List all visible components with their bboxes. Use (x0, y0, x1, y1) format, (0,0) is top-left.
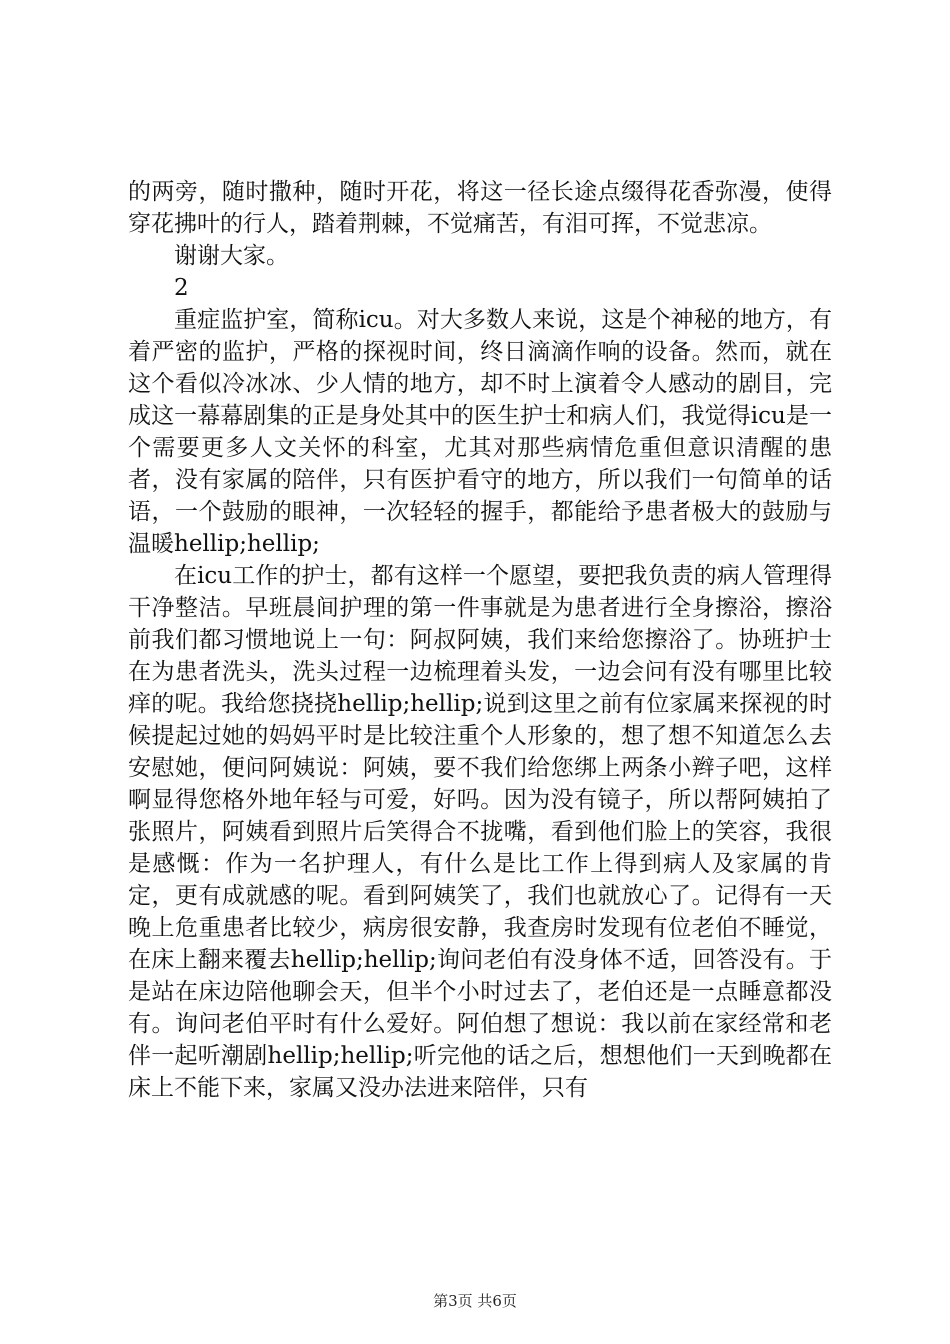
page-footer: 第3页 共6页 (433, 1292, 517, 1310)
paragraph-thanks: 谢谢大家。 (174, 243, 289, 269)
paragraph-icu-intro: 重症监护室，简称icu。对大多数人来说，这是个神秘的地方，有着严密的监护，严格的探视时间，终日滴滴作响的设备。然而，就在这个看似冷冰冰、少人情的地方，却不时上演着令人感动的剧目，完成这一幕幕剧集的正是身处其中的医生护士和病人们，我觉得icu是一个需要更多人文关怀的科室，尤其对那些病情危重但意识清醒的患者，没有家属的陪伴，只有医护看守的地方，所以我们一句简单的话语，一个鼓励的眼神，一次轻轻的握手，都能给予患者极大的鼓励与温暖hellip;hellip; (128, 307, 832, 557)
paragraph-icu-nurse: 在icu工作的护士，都有这样一个愿望，要把我负责的病人管理得干净整洁。早班晨间护理的第一件事就是为患者进行全身擦浴，擦浴前我们都习惯地说上一句：阿叔阿姨，我们来给您擦浴了。协班护士在为患者洗头，洗头过程一边梳理着头发，一边会问有没有哪里比较痒的呢。我给您挠挠hellip;hellip;说到这里之前有位家属来探视的时候提起过她的妈妈平时是比较注重个人形象的，想了想不知道怎么去安慰她，便问阿姨说：阿姨，要不我们给您绑上两条小辫子吧，这样啊显得您格外地年轻与可爱，好吗。因为没有镜子，所以帮阿姨拍了张照片，阿姨看到照片后笑得合不拢嘴，看到他们脸上的笑容，我很是感慨：作为一名护理人，有什么是比工作上得到病人及家属的肯定，更有成就感的呢。看到阿姨笑了，我们也就放心了。记得有一天晚上危重患者比较少，病房很安静，我查房时发现有位老伯不睡觉，在床上翻来覆去hellip;hellip;询问老伯有没身体不适，回答没有。于是站在床边陪他聊会天，但半个小时过去了，老伯还是一点睡意都没有。询问老伯平时有什么爱好。阿伯想了想说：我以前在家经常和老伴一起听潮剧hellip;hellip;听完他的话之后，想想他们一天到晚都在床上不能下来，家属又没办法进来陪伴，只有 (128, 563, 832, 1101)
section-number: 2 (174, 275, 189, 301)
paragraph-continuation: 的两旁，随时撒种，随时开花，将这一径长途点缀得花香弥漫，使得穿花拂叶的行人，踏着荆棘，不觉痛苦，有泪可挥，不觉悲凉。 (128, 179, 832, 237)
document-body (128, 176, 832, 1104)
